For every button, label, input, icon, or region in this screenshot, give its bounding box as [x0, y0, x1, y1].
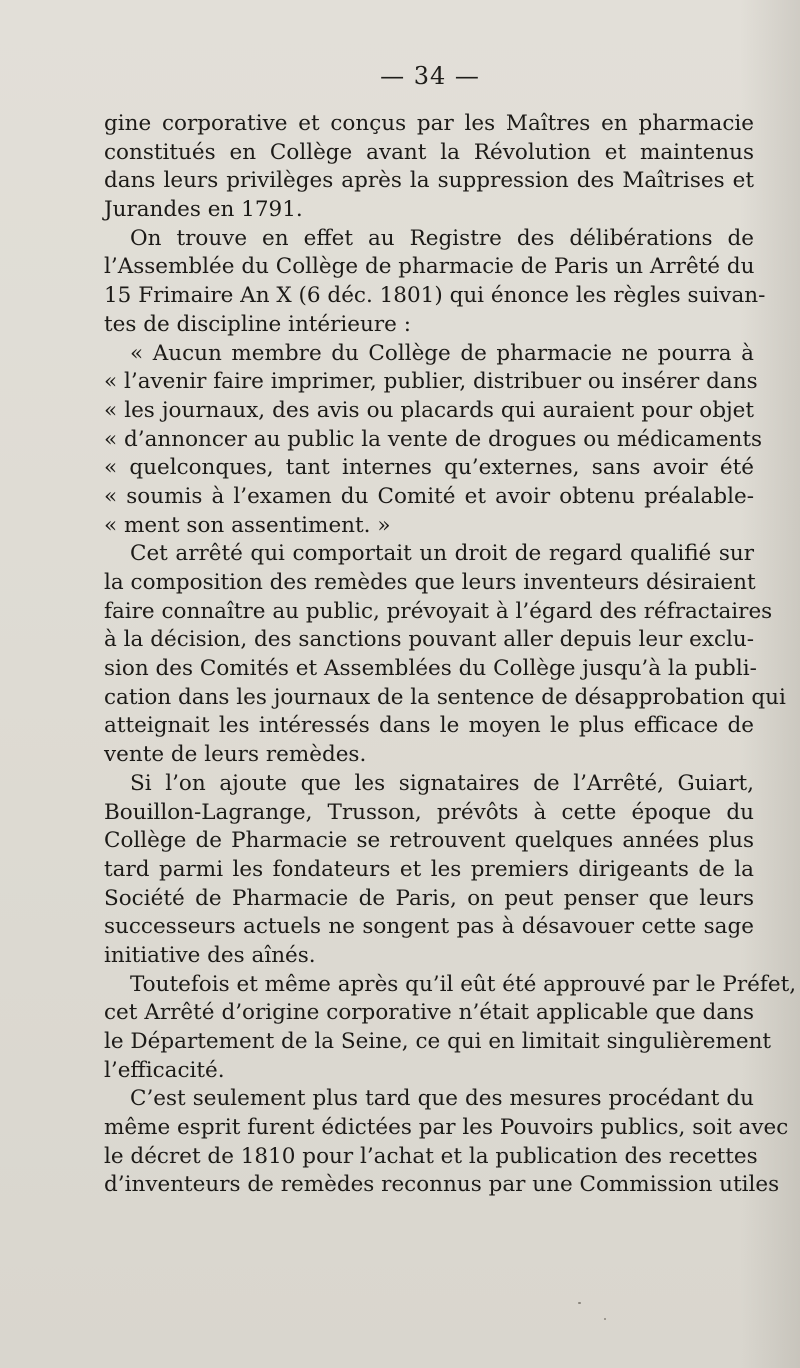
text-line: « l’avenir faire imprimer, publier, distribuer ou insérer dans — [104, 369, 758, 395]
text-line: initiative des aînés. — [104, 942, 316, 968]
text-line: faire connaître au public, prévoyait à l’égard des réfractaires — [104, 598, 773, 624]
text-line: à la décision, des sanctions pouvant aller depuis leur exclu- — [104, 627, 754, 653]
text-line: constitués en Collège avant la Révolution et maintenus — [104, 139, 754, 165]
text-line: Toutefois et même après qu’il eût été approuvé par le Préfet, — [130, 971, 797, 997]
text-line: Si l’on ajoute que les signataires de l’Arrêté, Guiart, — [130, 770, 754, 796]
text-line: le décret de 1810 pour l’achat et la publication des recettes — [104, 1143, 758, 1169]
text-line: dans leurs privilèges après la suppression des Maîtrises et — [104, 168, 754, 194]
text-line: atteignait les intéressés dans le moyen le plus efficace de — [104, 713, 754, 739]
text-line: tard parmi les fondateurs et les premiers dirigeants de la — [104, 856, 754, 882]
text-line: 15 Frimaire An X (6 déc. 1801) qui énonce les règles suivan- — [104, 283, 766, 309]
page-number: — 34 — — [380, 62, 480, 90]
text-line: Bouillon-Lagrange, Trusson, prévôts à cette époque du — [104, 799, 754, 825]
text-line: Cet arrêté qui comportait un droit de regard qualifié sur — [130, 541, 754, 567]
text-line: le Département de la Seine, ce qui en limitait singulièrement — [104, 1029, 772, 1054]
text-line: l’efficacité. — [104, 1057, 225, 1083]
paper-speck — [578, 1302, 581, 1304]
text-line: Jurandes en 1791. — [104, 197, 303, 223]
text-line: même esprit furent édictées par les Pouvoirs publics, soit avec — [104, 1115, 789, 1141]
text-line: sion des Comités et Assemblées du Collège jusqu’à la publi- — [104, 656, 757, 682]
text-line: « Aucun membre du Collège de pharmacie ne pourra à — [130, 340, 754, 366]
text-line: C’est seulement plus tard que des mesures procédant du — [130, 1086, 754, 1112]
text-line: Collège de Pharmacie se retrouvent quelques années plus — [104, 828, 754, 854]
text-line: tes de discipline intérieure : — [104, 311, 411, 337]
paper-speck — [604, 1318, 606, 1320]
text-line: Société de Pharmacie de Paris, on peut penser que leurs — [104, 885, 754, 911]
text-line: l’Assemblée du Collège de pharmacie de Paris un Arrêté du — [104, 254, 755, 280]
text-line: « d’annoncer au public la vente de drogues ou médicaments — [104, 426, 763, 452]
text-line: « quelconques, tant internes qu’externes, sans avoir été — [104, 455, 754, 481]
text-line: d’inventeurs de remèdes reconnus par une Commission utiles — [104, 1172, 780, 1198]
text-line: la composition des remèdes que leurs inventeurs désiraient — [104, 570, 756, 595]
text-line: cet Arrêté d’origine corporative n’était applicable que dans — [104, 1000, 754, 1026]
text-line: On trouve en effet au Registre des délibérations de — [130, 225, 754, 251]
text-line: vente de leurs remèdes. — [104, 742, 367, 768]
body-text — [104, 110, 797, 1200]
text-line: « soumis à l’examen du Comité et avoir obtenu préalable- — [104, 483, 754, 509]
text-line: gine corporative et conçus par les Maîtres en pharmacie — [104, 111, 754, 136]
text-line: « ment son assentiment. » — [104, 512, 391, 538]
text-line: « les journaux, des avis ou placards qui auraient pour objet — [104, 397, 754, 423]
text-line: successeurs actuels ne songent pas à désavouer cette sage — [104, 914, 754, 940]
text-line: cation dans les journaux de la sentence de désapprobation qui — [104, 684, 786, 710]
